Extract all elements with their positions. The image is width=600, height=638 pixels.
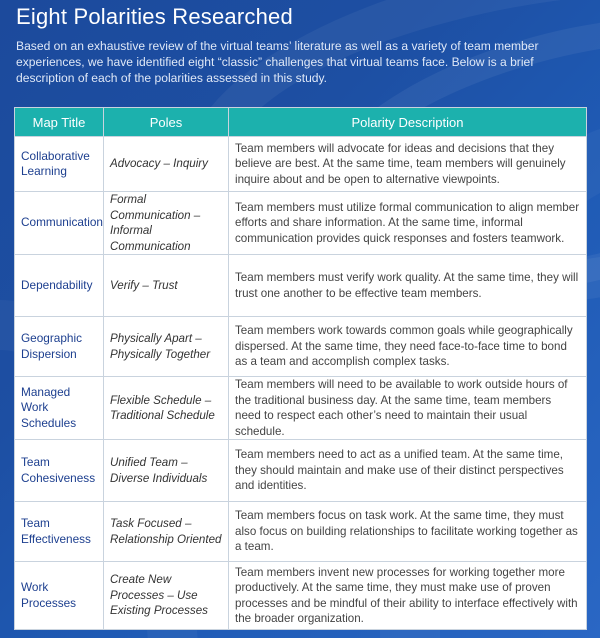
column-header-poles: Poles — [104, 108, 229, 137]
poles-cell: Create New Processes – Use Existing Processes — [104, 562, 229, 630]
description-cell: Team members need to act as a unified team. At the same time, they should maintain and make use of their distinct perspectives and identities. — [229, 440, 587, 502]
polarities-table — [14, 107, 587, 630]
table-row — [15, 137, 587, 192]
column-header-polarity-description: Polarity Description — [229, 108, 587, 137]
map-title-cell: Team Cohesiveness — [15, 440, 104, 502]
map-title-cell: Collaborative Learning — [15, 137, 104, 192]
poles-cell: Flexible Schedule – Traditional Schedule — [104, 377, 229, 440]
map-title-cell: Team Effectiveness — [15, 502, 104, 562]
map-title-cell: Communication — [15, 192, 104, 255]
column-header-map-title: Map Title — [15, 108, 104, 137]
map-title-cell: Managed Work Schedules — [15, 377, 104, 440]
description-cell: Team members focus on task work. At the same time, they must also focus on building relationships to facilitate working together as a team. — [229, 502, 587, 562]
table-row — [15, 562, 587, 630]
poles-cell: Unified Team – Diverse Individuals — [104, 440, 229, 502]
description-cell: Team members invent new processes for working together more productively. At the same time, they must make use of proven processes and be mindful of their ability to interface effectively with the broader organization. — [229, 562, 587, 630]
description-cell: Team members will advocate for ideas and decisions that they believe are best. At the same time, team members will genuinely inquire about and be open to alternative viewpoints. — [229, 137, 587, 192]
table-row — [15, 502, 587, 562]
map-title-cell: Dependability — [15, 255, 104, 317]
poles-cell: Advocacy – Inquiry — [104, 137, 229, 192]
description-cell: Team members must utilize formal communication to align member efforts and share information. At the same time, informal communication provides quick responses and fosters teamwork. — [229, 192, 587, 255]
poles-cell: Verify – Trust — [104, 255, 229, 317]
poles-cell: Task Focused – Relationship Oriented — [104, 502, 229, 562]
polarities-table-container — [14, 107, 586, 630]
map-title-cell: Geographic Dispersion — [15, 317, 104, 377]
table-header-row — [15, 108, 587, 137]
poles-cell: Formal Communication – Informal Communication — [104, 192, 229, 255]
description-cell: Team members work towards common goals while geographically dispersed. At the same time, they need face-to-face time to bond as a team and accomplish complex tasks. — [229, 317, 587, 377]
description-cell: Team members will need to be available to work outside hours of the traditional business day. At the same time, team members need to respect each other’s need to maintain their usual schedule. — [229, 377, 587, 440]
map-title-cell: Work Processes — [15, 562, 104, 630]
table-row — [15, 440, 587, 502]
intro-paragraph: Based on an exhaustive review of the virtual teams’ literature as well as a variety of team member experiences, we have identified eight “classic” challenges that virtual teams face. Below is a brief description of each of the polarities assessed in this study. — [16, 39, 539, 85]
description-cell: Team members must verify work quality. At the same time, they will trust one another to be effective team members. — [229, 255, 587, 317]
table-row — [15, 317, 587, 377]
table-row — [15, 377, 587, 440]
poles-cell: Physically Apart – Physically Together — [104, 317, 229, 377]
page-title: Eight Polarities Researched — [16, 4, 293, 29]
table-row — [15, 192, 587, 255]
table-row — [15, 255, 587, 317]
